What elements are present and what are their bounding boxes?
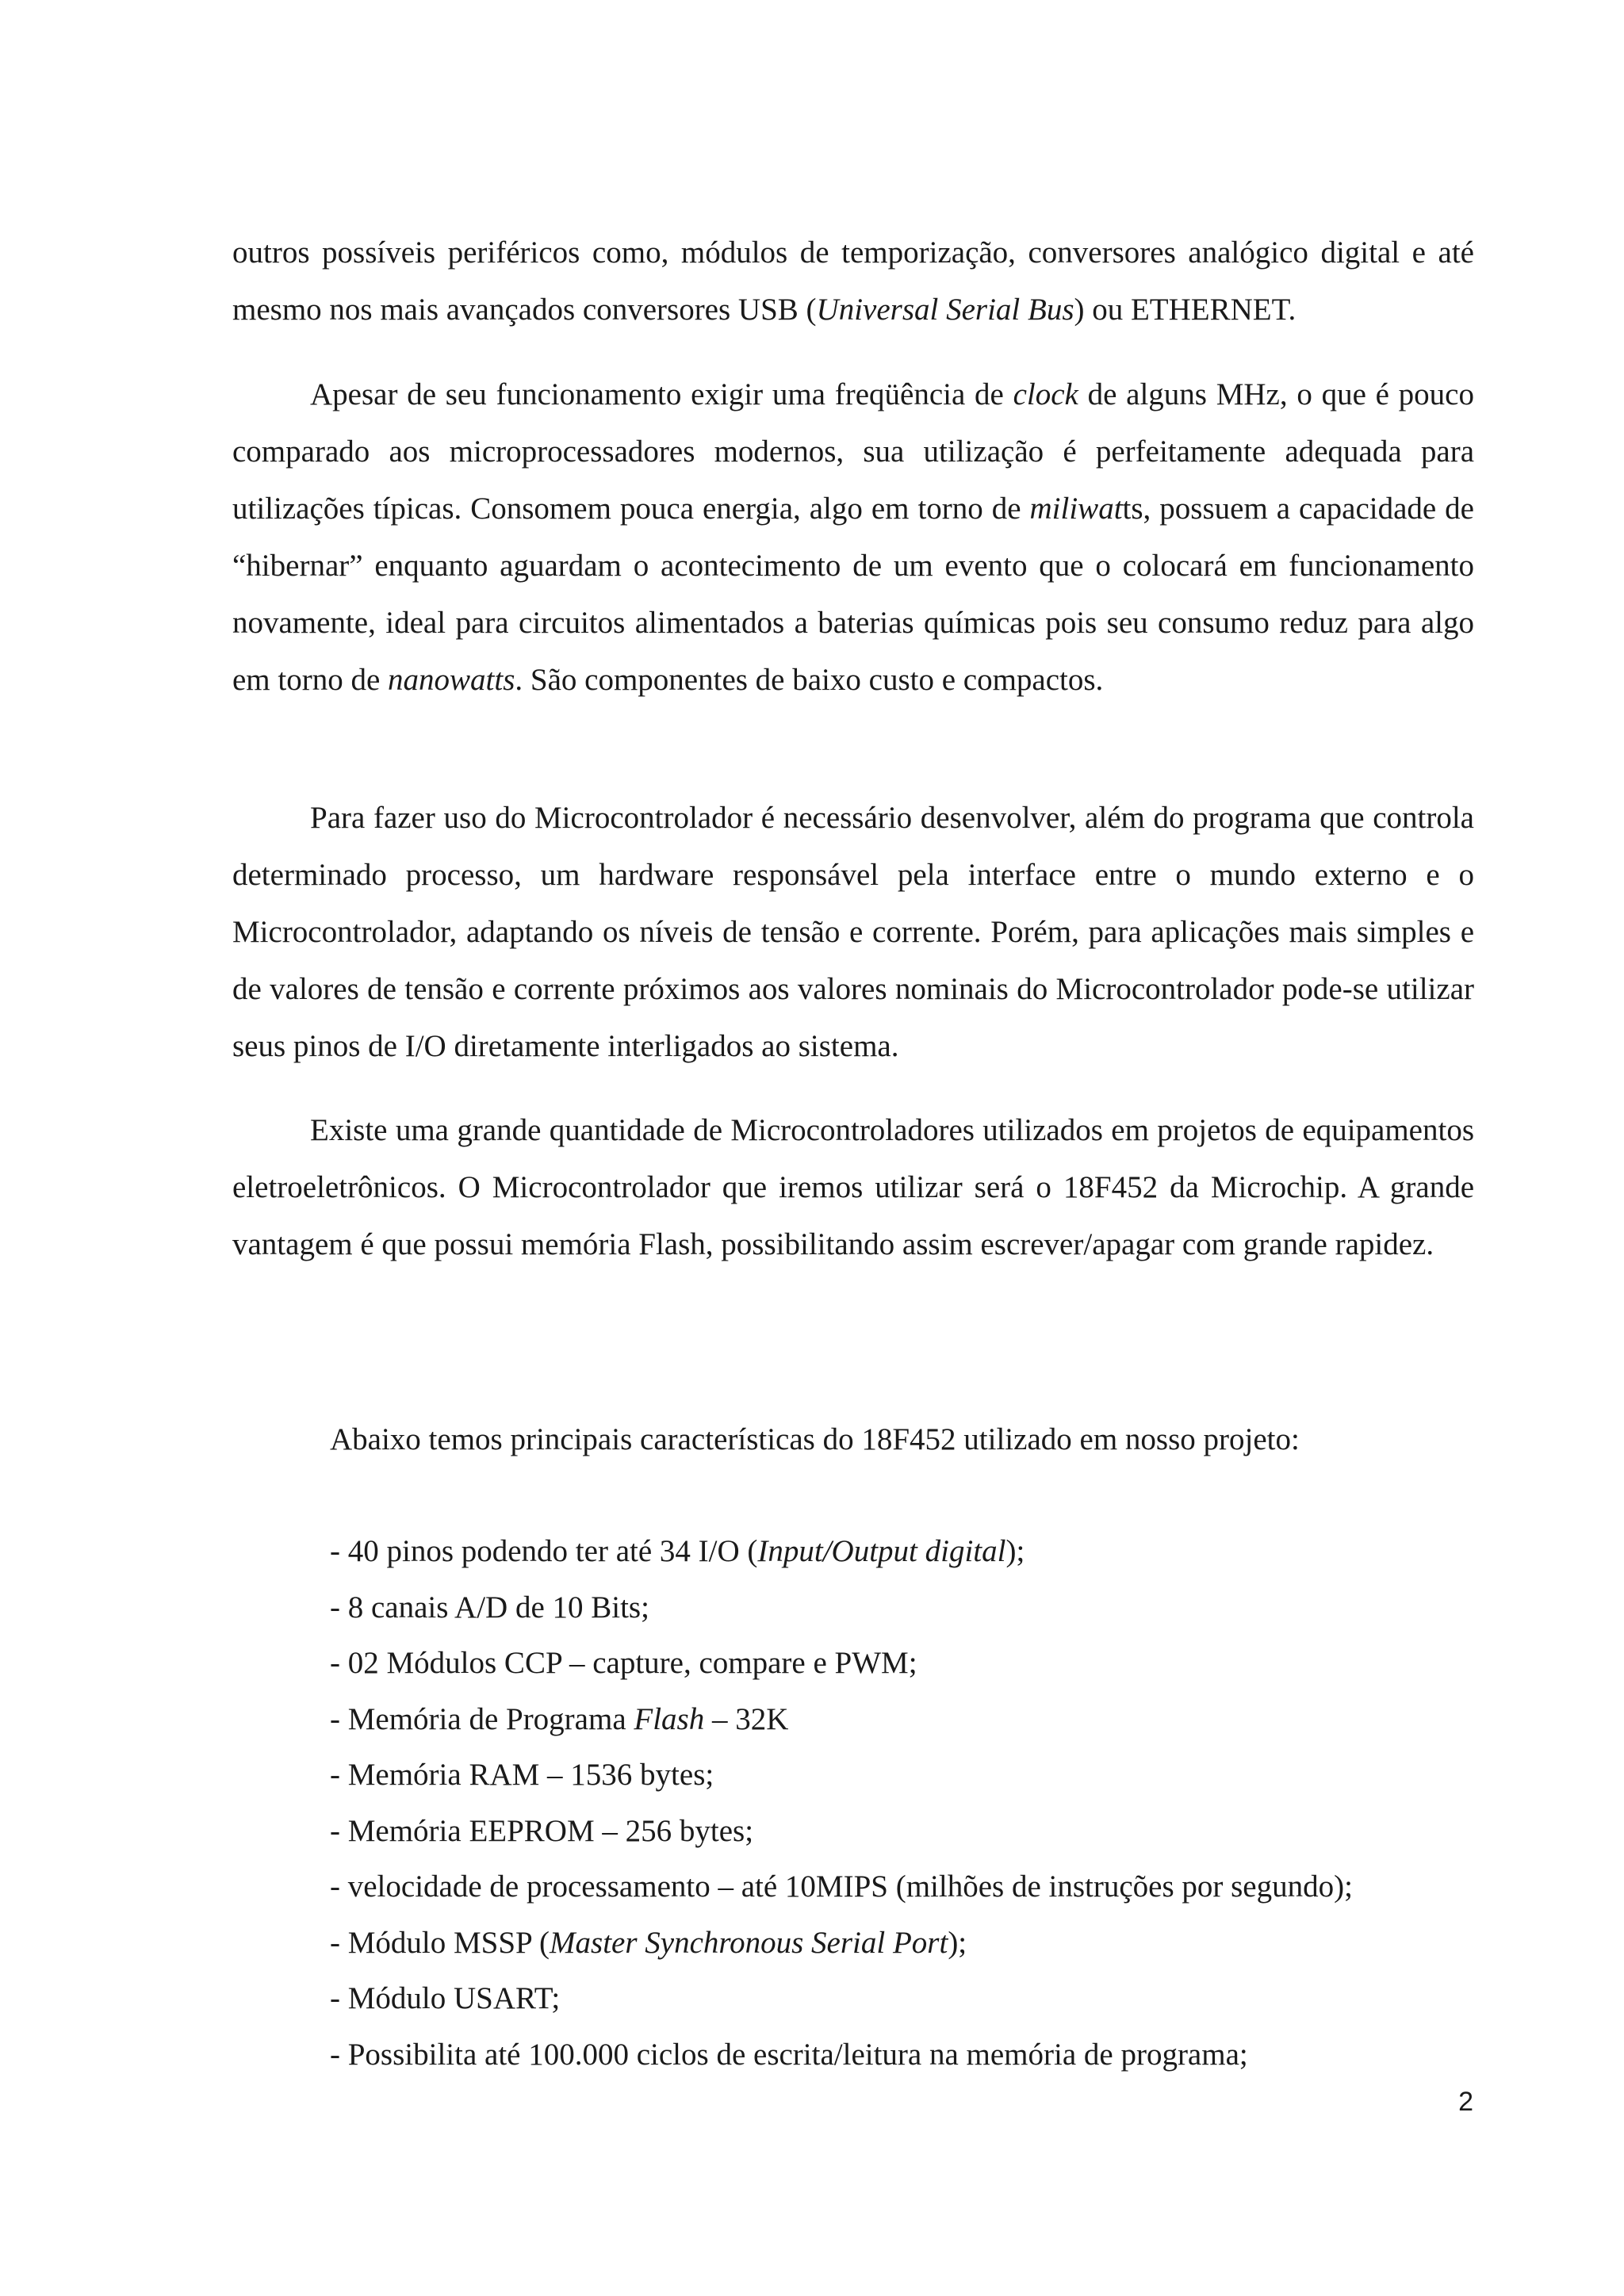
feature-4-text-run: - Memória de Programa	[330, 1701, 634, 1736]
feature-1-text-run: );	[1005, 1534, 1025, 1568]
p2-italic-run: miliwat	[1029, 492, 1123, 526]
feature-5-text-run: - Memória RAM – 1536 bytes;	[330, 1758, 714, 1792]
p3-text-run: Para fazer uso do Microcontrolador é necessário desenvolver, além do programa que controla determinado processo, um hardware responsável pela interface entre o mundo externo e o Microcontrolador, adaptando os níveis de tensão e corrente. Porém, para aplicações mais simples e de valores de tensão e corrente próximos aos valores nominais do Microcontrolador pode-se utilizar seus pinos de I/O diretamente interligados ao sistema.	[232, 801, 1474, 1063]
feature-9-text-run: - Módulo USART;	[330, 1981, 561, 2015]
paragraph-1	[232, 224, 1474, 339]
p4-text-run: Existe uma grande quantidade de Microcontroladores utilizados em projetos de equipamentos eletroeletrônicos. O Microcontrolador que iremos utilizar será o 18F452 da Microchip. A grande vantagem é que possui memória Flash, possibilitando assim escrever/apagar com grande rapidez.	[232, 1113, 1474, 1261]
page-number: 2	[1458, 2087, 1473, 2117]
feature-4-text-run: – 32K	[704, 1701, 789, 1736]
feature-6-text-run: - Memória EEPROM – 256 bytes;	[330, 1813, 754, 1848]
feature-8-italic-run: Master Synchronous Serial Port	[550, 1925, 948, 1960]
paragraph-3	[232, 790, 1474, 1075]
feature-item	[330, 1747, 1480, 1804]
feature-1-italic-run: Input/Output digital	[757, 1534, 1006, 1568]
p2-text-run: Apesar de seu funcionamento exigir uma freqüência de	[310, 377, 1013, 411]
feature-4-italic-run: Flash	[634, 1701, 705, 1736]
features-intro: Abaixo temos principais características do 18F452 utilizado em nosso projeto:	[330, 1422, 1300, 1456]
p2-text-run: de alguns MHz, o que é pouco comparado aos microprocessadores modernos, sua utilização é perfeitamente adequada para utilizações típicas. Consomem pouca energia, algo em torno de	[232, 377, 1474, 526]
feature-item	[330, 1971, 1480, 2027]
feature-item	[330, 1859, 1480, 1915]
p1-text-run: outros possíveis periféricos como, módulos de temporização, conversores analógico digital e até mesmo nos mais avançados conversores USB (	[232, 235, 1474, 327]
feature-2-text-run: - 8 canais A/D de 10 Bits;	[330, 1590, 649, 1624]
p2-italic-run: clock	[1013, 377, 1078, 411]
feature-3-text-run: - 02 Módulos CCP – capture, compare e PWM;	[330, 1646, 917, 1680]
feature-item	[330, 1915, 1480, 1972]
p2-text-run: ts, possuem a capacidade de “hibernar” enquanto aguardam o acontecimento de um evento que o colocará em funcionamento novamente, ideal para circuitos alimentados a baterias químicas pois seu consumo reduz para algo em torno de	[232, 492, 1474, 697]
paragraph-4	[232, 1102, 1474, 1273]
feature-item	[330, 1804, 1480, 1860]
paragraph-2	[232, 366, 1474, 709]
feature-item	[330, 1580, 1480, 1636]
feature-1-text-run: - 40 pinos podendo ter até 34 I/O (	[330, 1534, 758, 1568]
feature-8-text-run: - Módulo MSSP (	[330, 1925, 550, 1960]
features-list	[330, 1524, 1480, 2083]
p2-text-run: . São componentes de baixo custo e compactos.	[515, 663, 1104, 697]
feature-10-text-run: - Possibilita até 100.000 ciclos de escrita/leitura na memória de programa;	[330, 2037, 1248, 2072]
feature-item	[330, 1692, 1480, 1748]
p2-italic-run: nanowatts	[388, 663, 515, 697]
feature-item	[330, 2027, 1480, 2084]
p1-italic-run: Universal Serial Bus	[816, 293, 1074, 327]
p1-text-run: ) ou ETHERNET.	[1074, 293, 1297, 327]
feature-item	[330, 1636, 1480, 1692]
feature-7-text-run: - velocidade de processamento – até 10MIPS (milhões de instruções por segundo);	[330, 1869, 1353, 1904]
feature-item	[330, 1524, 1480, 1580]
feature-8-text-run: );	[948, 1925, 967, 1960]
